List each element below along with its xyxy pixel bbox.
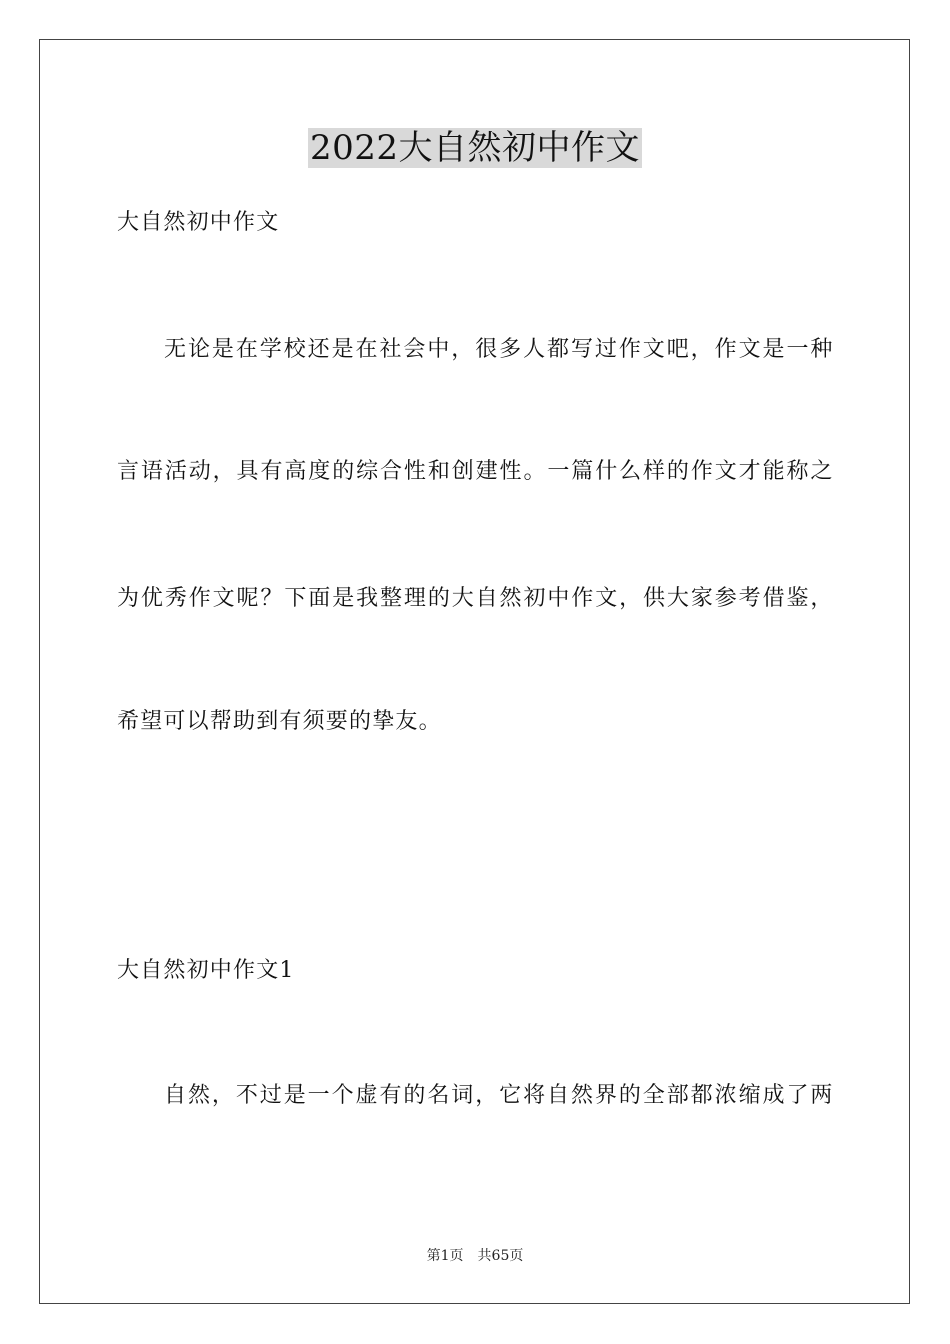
document-subtitle: 大自然初中作文 — [117, 210, 280, 235]
paragraph-line: 无论是在学校还是在社会中，很多人都写过作文吧，作文是一种 — [164, 337, 833, 362]
page-total: 共65页 — [477, 1248, 524, 1264]
page-number: 第1页 — [426, 1248, 464, 1264]
page-footer — [0, 1246, 950, 1266]
paragraph-line: 为优秀作文呢？下面是我整理的大自然初中作文，供大家参考借鉴， — [117, 586, 833, 611]
document-title-text: 2022大自然初中作文 — [309, 128, 641, 168]
paragraph-line: 言语活动，具有高度的综合性和创建性。一篇什么样的作文才能称之 — [117, 459, 833, 484]
paragraph-line: 希望可以帮助到有须要的挚友。 — [117, 709, 442, 734]
paragraph-line: 自然，不过是一个虚有的名词，它将自然界的全部都浓缩成了两 — [164, 1083, 833, 1108]
section-heading: 大自然初中作文1 — [117, 958, 295, 983]
document-title — [0, 126, 950, 170]
